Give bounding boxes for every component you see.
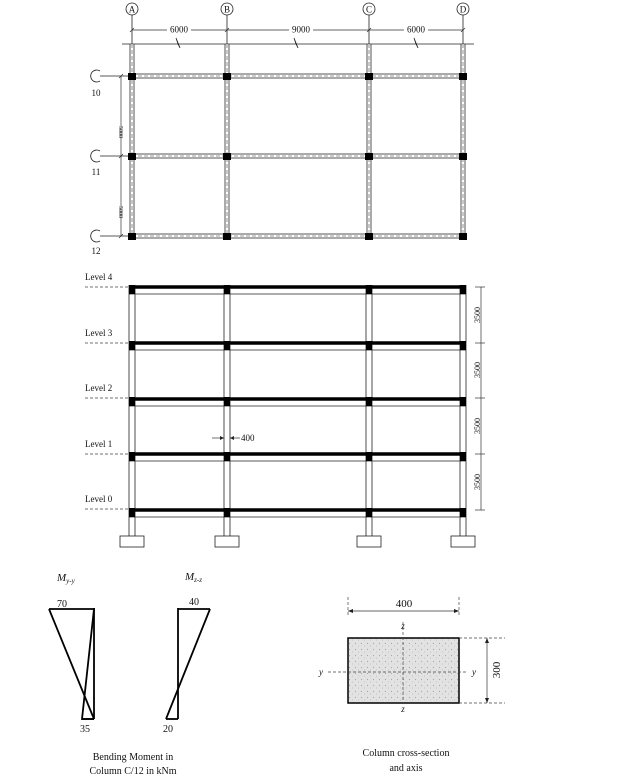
grid-bubble-c bbox=[363, 3, 375, 15]
elevation-view bbox=[85, 272, 485, 547]
elevation-columns bbox=[129, 285, 466, 536]
moment-diagram-mzz bbox=[163, 571, 210, 735]
plan-span-dimensions bbox=[130, 25, 465, 35]
mzz-label: Mz-z bbox=[185, 571, 202, 584]
section-caption-line2: and axis bbox=[389, 763, 423, 774]
row-bubble-11 bbox=[91, 150, 128, 177]
elevation-beams bbox=[129, 287, 466, 517]
plan-beams bbox=[132, 74, 463, 238]
grid-bubble-b bbox=[221, 3, 233, 15]
section-depth-label: 300 bbox=[491, 661, 503, 679]
grid-bubble-d bbox=[457, 3, 469, 15]
axis-z-top: z bbox=[401, 621, 405, 631]
row-label-12: 12 bbox=[91, 246, 101, 256]
storey-height-3: 3500 bbox=[473, 362, 482, 378]
column-width-label: 400 bbox=[241, 433, 255, 443]
column-cross-section bbox=[318, 597, 505, 774]
grid-label-c: C bbox=[365, 4, 373, 15]
grid-bubble-a bbox=[126, 3, 138, 15]
row-bubble-12 bbox=[91, 230, 128, 256]
column-width-note bbox=[212, 433, 255, 443]
foundations bbox=[120, 536, 475, 547]
grid-label-b: B bbox=[223, 4, 231, 15]
axis-z-bottom: z bbox=[401, 704, 405, 714]
moment-caption-line2: Column C/12 in kNm bbox=[89, 766, 177, 777]
level-4-label: Level 4 bbox=[85, 272, 113, 282]
moment-diagram-myy bbox=[49, 572, 94, 735]
section-caption-line1: Column cross-section bbox=[362, 748, 450, 759]
storey-height-dimensions bbox=[473, 287, 485, 510]
moment-caption bbox=[90, 752, 177, 777]
myy-top-value: 70 bbox=[57, 599, 67, 610]
grid-label-a: A bbox=[128, 4, 136, 15]
span-cd: 6000 bbox=[407, 24, 425, 35]
storey-height-1: 3500 bbox=[473, 474, 482, 490]
level-0-label: Level 0 bbox=[85, 494, 113, 504]
span-bc: 9000 bbox=[292, 24, 310, 35]
grid-label-d: D bbox=[459, 4, 467, 15]
level-2-label: Level 2 bbox=[85, 383, 113, 393]
storey-height-4: 3500 bbox=[473, 307, 482, 323]
row-spacing-11-12: 5000 bbox=[117, 206, 123, 218]
myy-label: My-y bbox=[57, 572, 75, 585]
row-label-11: 11 bbox=[91, 167, 101, 177]
plan-top-edge bbox=[122, 38, 474, 48]
section-width-label: 400 bbox=[395, 598, 413, 610]
mzz-bottom-value: 20 bbox=[163, 724, 173, 735]
plan-columns-lines bbox=[130, 44, 465, 240]
mzz-top-value: 40 bbox=[189, 597, 199, 608]
level-3-label: Level 3 bbox=[85, 328, 113, 338]
plan-view bbox=[91, 3, 474, 256]
row-spacing-10-11: 5000 bbox=[117, 126, 123, 138]
row-label-10: 10 bbox=[91, 88, 101, 98]
moment-caption-line1: Bending Moment in bbox=[92, 752, 174, 763]
level-labels bbox=[85, 272, 128, 509]
span-ab: 6000 bbox=[170, 24, 188, 35]
elevation-joints bbox=[129, 285, 466, 517]
storey-height-2: 3500 bbox=[473, 418, 482, 434]
axis-y-left: y bbox=[319, 667, 323, 677]
axis-y-right: y bbox=[472, 667, 476, 677]
level-1-label: Level 1 bbox=[85, 439, 113, 449]
myy-bottom-value: 35 bbox=[80, 724, 90, 735]
section-rectangle bbox=[348, 638, 459, 703]
